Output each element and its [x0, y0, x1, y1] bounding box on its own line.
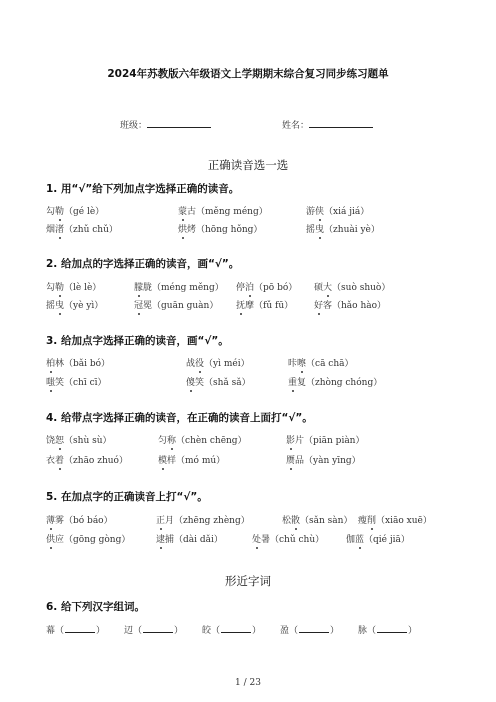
pinyin-item[interactable]: 伽蓝（qié jiā） [346, 535, 410, 545]
pinyin-item[interactable]: 瘦削（xiāo xuē） [358, 516, 432, 526]
class-label: 班级： [120, 121, 148, 131]
word-blank-item[interactable]: 脉（ ） [358, 626, 418, 636]
pinyin-item[interactable]: 战役（yì méi） [186, 359, 250, 369]
question-4-title: 4. 给带点字选择正确的读音，在正确的读音上面打“√”。 [46, 412, 313, 424]
pinyin-item[interactable]: 烟渚（zhǔ chǔ） [46, 225, 118, 235]
word-blank-item[interactable]: 皎（ ） [202, 626, 262, 636]
pinyin-item[interactable]: 正月（zhēng zhèng） [156, 516, 250, 526]
pinyin-item[interactable]: 饶恕（shù sù） [46, 436, 112, 446]
question-6-title: 6. 给下列汉字组词。 [46, 601, 145, 613]
pinyin-item[interactable]: 摇曳（yè yì） [46, 301, 104, 311]
pinyin-item[interactable]: 衣着（zhāo zhuó） [46, 456, 128, 466]
question-5-title: 5. 在加点字的正确读音上打“√”。 [46, 491, 208, 503]
word-blank-item[interactable]: 幕（ ） [46, 626, 106, 636]
pinyin-item[interactable]: 抚摩（fǔ fū） [236, 301, 294, 311]
name-blank[interactable] [309, 119, 373, 128]
pinyin-item[interactable]: 勾勒（lè lè） [46, 283, 102, 293]
answer-blank [377, 624, 407, 633]
pinyin-item[interactable]: 咔嚓（cā chā） [288, 359, 354, 369]
pinyin-item[interactable]: 柏林（bǎi bó） [46, 359, 111, 369]
pinyin-item[interactable]: 烘烤（hōng hǒng） [178, 225, 263, 235]
pinyin-item[interactable]: 蒙古（měng méng） [178, 207, 268, 217]
pinyin-item[interactable]: 勾勒（gé lè） [46, 207, 105, 217]
pinyin-item[interactable]: 游侠（xiá jiá） [306, 207, 370, 217]
pinyin-item[interactable]: 冠冕（guān guàn） [134, 301, 219, 311]
answer-blank [143, 624, 173, 633]
pinyin-item[interactable]: 嗤笑（chī cī） [46, 378, 107, 388]
pinyin-item[interactable]: 朦胧（méng měng） [134, 283, 224, 293]
answer-blank [221, 624, 251, 633]
name-field[interactable] [282, 118, 373, 131]
section-heading-pronunciation: 正确读音选一选 [207, 158, 289, 172]
name-label: 姓名： [282, 121, 310, 131]
pinyin-item[interactable]: 摇曳（zhuài yè） [306, 225, 380, 235]
pinyin-item[interactable]: 重复（zhòng chóng） [288, 378, 383, 388]
pinyin-item[interactable]: 处暑（chǔ chù） [252, 535, 325, 545]
section-heading-similar-characters: 形近字词 [225, 574, 271, 588]
pinyin-item[interactable]: 模样（mó mú） [158, 456, 226, 466]
pinyin-item[interactable]: 薄雾（bó báo） [46, 516, 113, 526]
class-field[interactable] [120, 118, 211, 131]
pinyin-item[interactable]: 停泊（pō bó） [236, 283, 298, 293]
pinyin-item[interactable]: 硕大（suò shuò） [314, 283, 391, 293]
pinyin-item[interactable]: 好客（hǎo hào） [314, 301, 387, 311]
question-2-title: 2. 给加点的字选择正确的读音，画“√”。 [46, 258, 240, 270]
answer-blank [299, 624, 329, 633]
pinyin-item[interactable]: 供应（gōng gòng） [46, 535, 131, 545]
word-blank-item[interactable]: 辺（ ） [124, 626, 184, 636]
pinyin-item[interactable]: 匀称（chèn chēng） [158, 436, 247, 446]
pinyin-item[interactable]: 影片（piān piàn） [286, 436, 365, 446]
question-1-title: 1. 用“√”给下列加点字选择正确的读音。 [46, 183, 240, 195]
page-indicator: 1 / 23 [235, 678, 261, 688]
word-blank-item[interactable]: 盈（ ） [280, 626, 340, 636]
pinyin-item[interactable]: 逮捕（dài dǎi） [156, 535, 223, 545]
answer-blank [65, 624, 95, 633]
pinyin-item[interactable]: 赝品（yàn yīng） [286, 456, 361, 466]
question-3-title: 3. 给加点字选择正确的读音，画“√”。 [46, 335, 229, 347]
pinyin-item[interactable]: 傻笑（shǎ sǎ） [186, 378, 251, 388]
class-blank[interactable] [147, 119, 211, 128]
pinyin-item[interactable]: 松散（sǎn sàn） [282, 516, 353, 526]
document-title: 2024年苏教版六年级语文上学期期末综合复习同步练习题单 [107, 68, 389, 80]
